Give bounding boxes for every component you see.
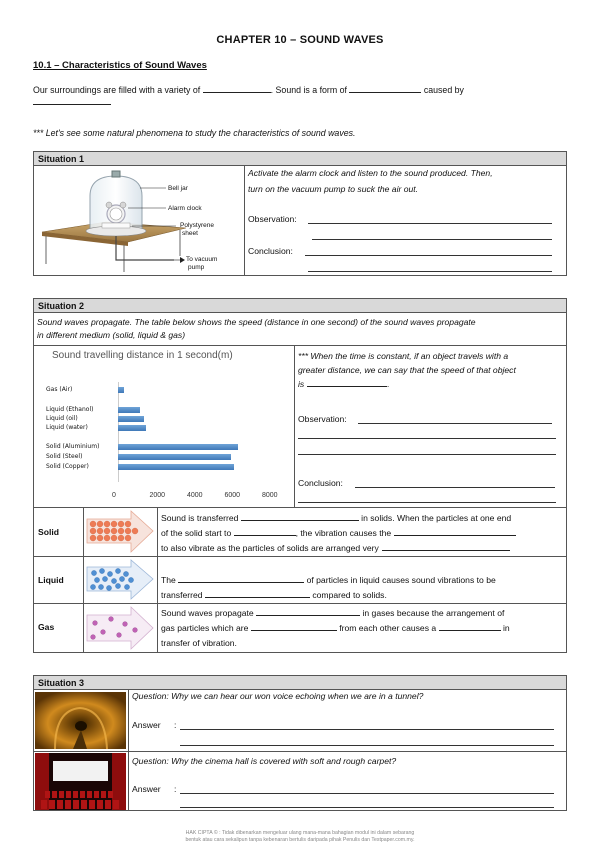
solid-description: Sound is transferred in solids. When the particles at one end of the solid start to , the vibration causes the to also vibrate as the particles of solids are arranged very [161,511,563,556]
situation3-header: Situation 3 [34,676,566,690]
answer-2-line-2[interactable] [180,807,554,808]
answer-1-line-1[interactable] [180,729,554,730]
situation1-header: Situation 1 [34,152,566,166]
answer-2-line-1[interactable] [180,793,554,794]
gas-blank-3[interactable] [439,622,501,631]
situation2-conclusion-line-2[interactable] [298,502,556,503]
chart-category-label: Solid (Aluminium) [46,443,100,450]
label-to-vacuum: To vacuum [186,256,218,263]
copyright-footer: HAK CIPTA © : Tidak dibenarkan mengeluar ulang mana-mana bahagian modul ini dalam sebarang bentuk atau cara sekalipun tanpa kebenaran bertulis daripada pihak Penulis dan Testpaper.com.my. [185,830,415,843]
chart-bar [118,387,124,393]
situation3-question-1: Question: Why we can hear our won voice echoing when we are in a tunnel? [132,691,424,701]
situation1-conclusion-line-1[interactable] [305,255,552,256]
intro-paragraph [33,84,573,108]
label-polystyrene: Polystyrene [180,222,214,229]
intro-blank-1[interactable] [203,84,271,93]
situation1-observation-line-2[interactable] [312,239,552,240]
situation2-observation-line-3[interactable] [298,454,556,455]
answer-colon-1: : [174,720,177,730]
chart-x-tick-label: 2000 [149,492,166,499]
chapter-title: CHAPTER 10 – SOUND WAVES [216,34,384,46]
situation2-conclusion-label: Conclusion: [298,478,343,488]
intro-blank-3[interactable] [33,96,111,105]
row-label-gas: Gas [38,622,55,632]
chart-bar [118,425,146,431]
situation1-conclusion-label: Conclusion: [248,246,293,256]
chart-category-label: Liquid (Ethanol) [46,406,94,413]
cinema-hall-image [35,753,126,810]
label-bell-jar: Bell jar [168,185,188,192]
tunnel-image [35,692,126,749]
situation2-observation-line-2[interactable] [298,438,556,439]
situation2-note: *** When the time is constant, if an object travels with a greater distance, we can say that the speed of that object is . [298,351,516,389]
chart-bar [118,407,140,413]
row-label-solid: Solid [38,527,60,537]
solid-blank-4[interactable] [382,542,510,551]
intro-blank-2[interactable] [349,84,421,93]
answer-colon-2: : [174,784,177,794]
intro-part2: . Sound is a form of [270,85,350,95]
chart-category-label: Solid (Steel) [46,453,83,460]
intro-part3: caused by [421,85,464,95]
situation3-question-2: Question: Why the cinema hall is covered with soft and rough carpet? [132,756,397,766]
situation2-observation-line-1[interactable] [358,423,552,424]
chart-category-label: Liquid (water) [46,424,88,431]
liquid-blank-1[interactable] [178,574,304,583]
chart-title: Sound travelling distance in 1 second(m) [52,350,233,361]
chart-category-label: Liquid (oil) [46,415,78,422]
answer-1-line-2[interactable] [180,745,554,746]
chart-category-label: Gas (Air) [46,386,73,393]
chart-x-tick-label: 0 [112,492,116,499]
solid-blank-2[interactable] [234,527,296,536]
situation2-intro: Sound waves propagate. The table below shows the speed (distance in one second) of the sound waves propagate in different medium (solid, liquid & gas) [37,317,476,340]
liquid-particles-arrow-icon [85,558,155,601]
chart-x-tick-label: 8000 [262,492,278,499]
gas-particles-arrow-icon [85,605,155,651]
intro-part1: Our surroundings are filled with a variety of [33,85,203,95]
solid-blank-1[interactable] [241,512,359,521]
chart-bar [118,416,144,422]
situation2-observation-label: Observation: [298,414,347,424]
solid-blank-3[interactable] [394,527,516,536]
gas-description: Sound waves propagate in gases because the arrangement of gas particles which are from each other causes a in transfer of vibration. [161,608,510,648]
label-sheet: sheet [182,230,198,237]
liquid-blank-2[interactable] [205,589,310,598]
sound-speed-chart [34,346,293,506]
situation1-conclusion-line-2[interactable] [308,271,552,272]
gas-blank-2[interactable] [251,622,337,631]
speed-blank[interactable] [307,378,387,387]
row-label-liquid: Liquid [38,575,64,585]
chart-x-tick-label: 4000 [187,492,203,499]
gas-blank-1[interactable] [256,607,360,616]
chart-bar [118,444,238,450]
answer-label-2: Answer [132,784,161,794]
section-title: 10.1 – Characteristics of Sound Waves [33,60,207,71]
liquid-description: The of particles in liquid causes sound vibrations to be transferred compared to solids. [161,575,496,600]
situation1-observation-label: Observation: [248,214,297,224]
chart-x-tick-label: 6000 [224,492,241,499]
answer-label-1: Answer [132,720,161,730]
chart-bar [118,454,231,460]
situation1-instruction: Activate the alarm clock and listen to the sound produced. Then, turn on the vacuum pump to suck the air out. [248,168,493,194]
situation1-observation-line-1[interactable] [308,223,552,224]
chart-category-label: Solid (Copper) [46,463,89,470]
label-alarm-clock: Alarm clock [168,205,202,212]
label-pump: pump [188,264,205,271]
situation2-header: Situation 2 [34,299,566,313]
situation2-conclusion-line-1[interactable] [355,487,555,488]
solid-particles-arrow-icon [85,509,155,554]
phenomena-note: *** Let's see some natural phenomena to study the characteristics of sound waves. [33,128,356,138]
chart-bar [118,464,234,470]
